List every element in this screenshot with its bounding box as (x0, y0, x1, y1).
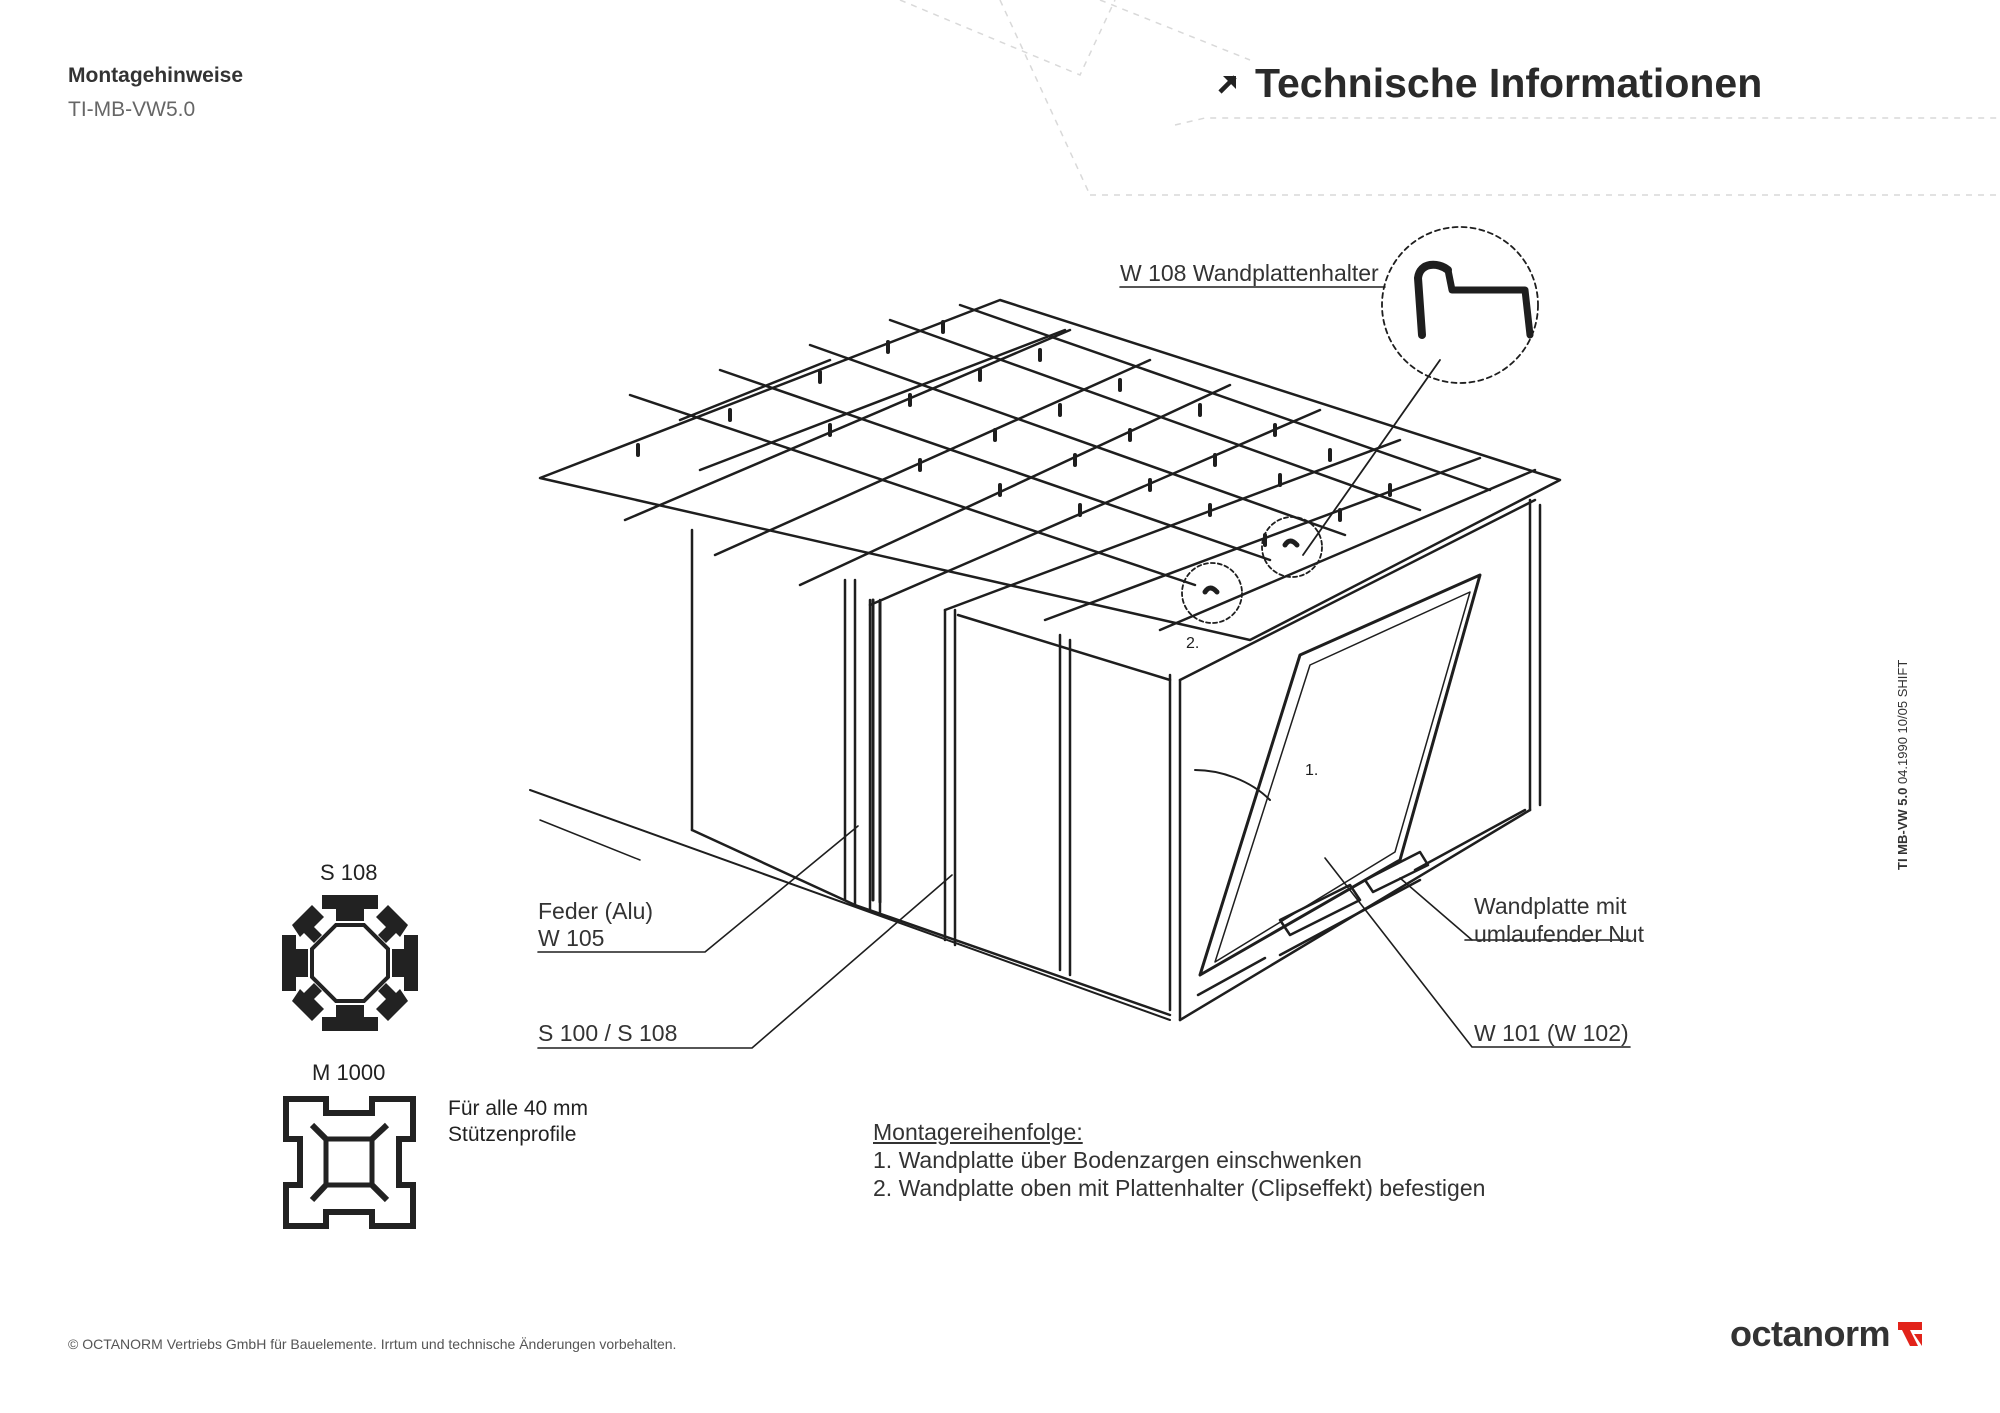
profile-note (448, 1096, 588, 1148)
section-heading-text: Technische Informationen (1255, 60, 1763, 106)
side-code-rest: 04.1990 10/05 SHIFT (1895, 659, 1910, 788)
octanorm-logo (1730, 1313, 1926, 1355)
callout-wandplatte-line2: umlaufender Nut (1474, 921, 1645, 947)
feder-strip (873, 600, 880, 902)
document-code: TI-MB-VW5.0 (68, 98, 196, 121)
step-mark-two: 2. (1186, 635, 1200, 652)
callout-feder-line2: W 105 (538, 925, 605, 951)
s108-profile-icon (280, 893, 420, 1033)
callout-wandplatte-line1: Wandplatte mit (1474, 893, 1627, 919)
side-code-bold: TI MB-VW 5.0 (1895, 787, 1910, 870)
logo-text: octanorm (1730, 1313, 1891, 1354)
profile-note-line1: Für alle 40 mm (448, 1097, 589, 1120)
bottom-frames (1280, 852, 1428, 935)
profile-note-line2: Stützenprofile (448, 1123, 577, 1146)
octanorm-mark-icon (1896, 1320, 1926, 1348)
assembly-step-1: 1. Wandplatte über Bodenzargen einschwenken (873, 1147, 1362, 1173)
callout-w101: W 101 (W 102) (1474, 1020, 1629, 1046)
side-document-code (1895, 660, 1910, 870)
assembly-steps (873, 1118, 1485, 1202)
callout-w108: W 108 Wandplattenhalter (1120, 260, 1379, 286)
assembly-steps-heading: Montagereihenfolge: (873, 1119, 1083, 1145)
tilted-wall-panel (1195, 575, 1480, 975)
profile-m1000-label: M 1000 (312, 1060, 386, 1085)
step-mark-one: 1. (1305, 762, 1319, 779)
callout-feder-line1: Feder (Alu) (538, 898, 654, 924)
left-wall (530, 530, 1180, 1020)
m1000-profile-icon (282, 1095, 417, 1230)
footer-copyright: © OCTANORM Vertriebs GmbH für Bauelemente. Irrtum und technische Änderungen vorbehalten. (68, 1336, 677, 1352)
callout-s100: S 100 / S 108 (538, 1020, 678, 1046)
document-title: Montagehinweise (68, 64, 244, 87)
assembly-step-2: 2. Wandplatte oben mit Plattenhalter (Clipseffekt) befestigen (873, 1175, 1486, 1201)
profile-s108-label: S 108 (320, 860, 378, 885)
leader-lines (538, 287, 1630, 1048)
